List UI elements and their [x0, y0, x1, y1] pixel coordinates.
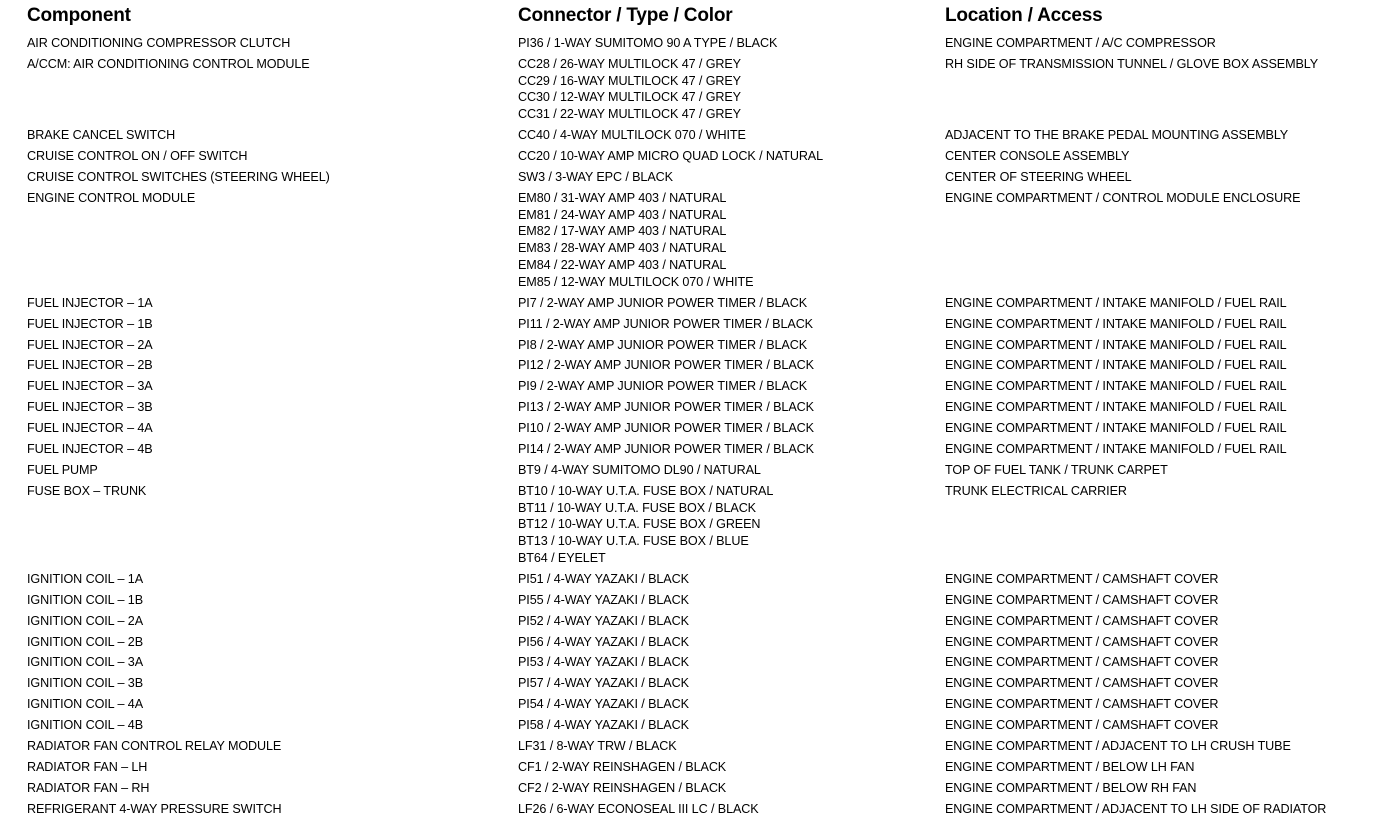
location-access: RH SIDE OF TRANSMISSION TUNNEL / GLOVE BOX ASSEMBLY	[945, 56, 1319, 71]
connector-list	[518, 56, 741, 123]
connector-list	[518, 190, 753, 291]
table-row	[0, 337, 1392, 358]
connector-entry: EM85 / 12-WAY MULTILOCK 070 / WHITE	[518, 274, 754, 289]
table-row	[0, 169, 1392, 190]
connector-list	[518, 295, 807, 312]
component-name: FUEL INJECTOR – 2B	[27, 358, 153, 373]
connector-entry: PI52 / 4-WAY YAZAKI / BLACK	[518, 613, 689, 628]
component-name: A/CCM: AIR CONDITIONING CONTROL MODULE	[27, 56, 310, 71]
table-row	[0, 399, 1392, 420]
component-name: CRUISE CONTROL ON / OFF SWITCH	[27, 149, 248, 164]
connector-entry: CC28 / 26-WAY MULTILOCK 47 / GREY	[518, 56, 741, 71]
component-name: IGNITION COIL – 2B	[27, 634, 144, 649]
table-row	[0, 759, 1392, 780]
component-name: FUEL INJECTOR – 3B	[27, 400, 153, 415]
header-component: Component	[27, 5, 131, 26]
component-name: RADIATOR FAN CONTROL RELAY MODULE	[27, 738, 282, 753]
connector-entry: CC40 / 4-WAY MULTILOCK 070 / WHITE	[518, 128, 746, 143]
connector-entry: PI9 / 2-WAY AMP JUNIOR POWER TIMER / BLACK	[518, 379, 808, 394]
connector-entry: PI51 / 4-WAY YAZAKI / BLACK	[518, 571, 689, 586]
connector-list	[518, 462, 761, 479]
header-location: Location / Access	[945, 5, 1103, 26]
component-name: IGNITION COIL – 2A	[27, 613, 144, 628]
component-name: FUEL INJECTOR – 2A	[27, 337, 153, 352]
component-name: FUEL INJECTOR – 3A	[27, 379, 153, 394]
connector-entry: BT64 / EYELET	[518, 550, 606, 565]
connector-entry: LF31 / 8-WAY TRW / BLACK	[518, 738, 677, 753]
table-row	[0, 357, 1392, 378]
table-row	[0, 483, 1392, 571]
connector-list	[518, 357, 814, 374]
component-name: AIR CONDITIONING COMPRESSOR CLUTCH	[27, 36, 291, 50]
connector-list	[518, 399, 814, 416]
connector-entry: BT11 / 10-WAY U.T.A. FUSE BOX / BLACK	[518, 500, 756, 515]
location-access: ENGINE COMPARTMENT / CAMSHAFT COVER	[945, 571, 1219, 586]
connector-list	[518, 654, 689, 671]
table-row	[0, 654, 1392, 675]
table-row	[0, 127, 1392, 148]
table-row	[0, 780, 1392, 801]
component-name: IGNITION COIL – 4B	[27, 718, 144, 733]
connector-entry: PI58 / 4-WAY YAZAKI / BLACK	[518, 718, 689, 733]
table-row	[0, 738, 1392, 759]
component-name: IGNITION COIL – 3A	[27, 655, 144, 670]
table-row	[0, 316, 1392, 337]
component-name: ENGINE CONTROL MODULE	[27, 190, 196, 205]
table-row	[0, 634, 1392, 655]
connector-entry: PI56 / 4-WAY YAZAKI / BLACK	[518, 634, 689, 649]
location-access: ENGINE COMPARTMENT / INTAKE MANIFOLD / FUEL RAIL	[945, 337, 1287, 352]
component-name: FUEL INJECTOR – 1A	[27, 295, 153, 310]
connector-list	[518, 316, 813, 333]
location-access: ENGINE COMPARTMENT / ADJACENT TO LH CRUSH TUBE	[945, 738, 1291, 753]
connector-entry: CC30 / 12-WAY MULTILOCK 47 / GREY	[518, 90, 741, 105]
connector-list	[518, 738, 677, 755]
connector-list	[518, 634, 689, 651]
connector-entry: CC20 / 10-WAY AMP MICRO QUAD LOCK / NATURAL	[518, 149, 824, 164]
location-access: ENGINE COMPARTMENT / INTAKE MANIFOLD / FUEL RAIL	[945, 316, 1287, 331]
component-name: RADIATOR FAN – RH	[27, 780, 150, 795]
connector-table	[0, 35, 1392, 822]
connector-entry: BT13 / 10-WAY U.T.A. FUSE BOX / BLUE	[518, 534, 749, 549]
table-row	[0, 696, 1392, 717]
location-access: ENGINE COMPARTMENT / ADJACENT TO LH SIDE OF RADIATOR	[945, 801, 1327, 816]
connector-list	[518, 35, 777, 52]
location-access: ENGINE COMPARTMENT / CONTROL MODULE ENCLOSURE	[945, 190, 1301, 205]
connector-list	[518, 169, 673, 186]
location-access: ENGINE COMPARTMENT / A/C COMPRESSOR	[945, 36, 1216, 50]
connector-entry: PI8 / 2-WAY AMP JUNIOR POWER TIMER / BLACK	[518, 337, 808, 352]
connector-entry: CC29 / 16-WAY MULTILOCK 47 / GREY	[518, 73, 741, 88]
connector-entry: EM81 / 24-WAY AMP 403 / NATURAL	[518, 207, 727, 222]
connector-list	[518, 780, 726, 797]
location-access: TOP OF FUEL TANK / TRUNK CARPET	[945, 462, 1168, 477]
connector-entry: PI55 / 4-WAY YAZAKI / BLACK	[518, 592, 689, 607]
header-connector: Connector / Type / Color	[518, 5, 733, 26]
location-access: ENGINE COMPARTMENT / INTAKE MANIFOLD / FUEL RAIL	[945, 421, 1287, 436]
component-name: CRUISE CONTROL SWITCHES (STEERING WHEEL)	[27, 169, 330, 184]
location-access: ENGINE COMPARTMENT / CAMSHAFT COVER	[945, 676, 1219, 691]
table-row	[0, 462, 1392, 483]
connector-list	[518, 483, 773, 567]
table-row	[0, 148, 1392, 169]
connector-entry: BT12 / 10-WAY U.T.A. FUSE BOX / GREEN	[518, 517, 761, 532]
connector-entry: PI7 / 2-WAY AMP JUNIOR POWER TIMER / BLACK	[518, 295, 808, 310]
connector-list	[518, 127, 746, 144]
table-row	[0, 592, 1392, 613]
table-row	[0, 420, 1392, 441]
table-row	[0, 801, 1392, 822]
table-row	[0, 571, 1392, 592]
connector-entry: SW3 / 3-WAY EPC / BLACK	[518, 169, 673, 184]
connector-entry: CC31 / 22-WAY MULTILOCK 47 / GREY	[518, 107, 741, 122]
location-access: ENGINE COMPARTMENT / INTAKE MANIFOLD / FUEL RAIL	[945, 400, 1287, 415]
connector-entry: PI10 / 2-WAY AMP JUNIOR POWER TIMER / BLACK	[518, 421, 814, 436]
connector-entry: EM80 / 31-WAY AMP 403 / NATURAL	[518, 190, 727, 205]
table-row	[0, 35, 1392, 56]
location-access: CENTER OF STEERING WHEEL	[945, 169, 1132, 184]
table-row	[0, 56, 1392, 127]
connector-list	[518, 148, 823, 165]
location-access: ENGINE COMPARTMENT / CAMSHAFT COVER	[945, 655, 1219, 670]
connector-entry: LF26 / 6-WAY ECONOSEAL III LC / BLACK	[518, 801, 759, 816]
connector-entry: PI36 / 1-WAY SUMITOMO 90 A TYPE / BLACK	[518, 36, 778, 50]
table-row	[0, 441, 1392, 462]
connector-entry: BT9 / 4-WAY SUMITOMO DL90 / NATURAL	[518, 462, 761, 477]
connector-list	[518, 717, 689, 734]
component-name: FUEL PUMP	[27, 462, 98, 477]
connector-entry: EM83 / 28-WAY AMP 403 / NATURAL	[518, 241, 727, 256]
location-access: ENGINE COMPARTMENT / CAMSHAFT COVER	[945, 697, 1219, 712]
connector-list	[518, 592, 689, 609]
connector-entry: CF1 / 2-WAY REINSHAGEN / BLACK	[518, 759, 727, 774]
connector-list	[518, 441, 814, 458]
location-access: ENGINE COMPARTMENT / BELOW RH FAN	[945, 780, 1197, 795]
connector-list	[518, 759, 726, 776]
table-row	[0, 190, 1392, 295]
connector-list	[518, 378, 807, 395]
table-row	[0, 613, 1392, 634]
component-name: FUSE BOX – TRUNK	[27, 483, 147, 498]
connector-list	[518, 613, 689, 630]
table-row	[0, 717, 1392, 738]
connector-list	[518, 420, 814, 437]
connector-entry: PI11 / 2-WAY AMP JUNIOR POWER TIMER / BLACK	[518, 316, 813, 331]
component-name: FUEL INJECTOR – 4A	[27, 421, 153, 436]
location-access: ENGINE COMPARTMENT / INTAKE MANIFOLD / FUEL RAIL	[945, 441, 1287, 456]
component-name: FUEL INJECTOR – 1B	[27, 316, 153, 331]
connector-list	[518, 337, 807, 354]
location-access: ENGINE COMPARTMENT / CAMSHAFT COVER	[945, 592, 1219, 607]
table-row	[0, 675, 1392, 696]
connector-entry: EM84 / 22-WAY AMP 403 / NATURAL	[518, 258, 727, 273]
location-access: CENTER CONSOLE ASSEMBLY	[945, 149, 1130, 164]
connector-entry: CF2 / 2-WAY REINSHAGEN / BLACK	[518, 780, 727, 795]
connector-list	[518, 801, 759, 818]
table-row	[0, 295, 1392, 316]
table-row	[0, 378, 1392, 399]
connector-list	[518, 571, 689, 588]
location-access: ENGINE COMPARTMENT / INTAKE MANIFOLD / FUEL RAIL	[945, 358, 1287, 373]
connector-entry: PI13 / 2-WAY AMP JUNIOR POWER TIMER / BLACK	[518, 400, 814, 415]
component-name: REFRIGERANT 4-WAY PRESSURE SWITCH	[27, 801, 282, 816]
connector-list	[518, 696, 689, 713]
connector-list	[518, 675, 689, 692]
location-access: ENGINE COMPARTMENT / BELOW LH FAN	[945, 759, 1195, 774]
connector-entry: PI53 / 4-WAY YAZAKI / BLACK	[518, 655, 689, 670]
component-name: FUEL INJECTOR – 4B	[27, 441, 153, 456]
component-name: IGNITION COIL – 1B	[27, 592, 144, 607]
component-name: IGNITION COIL – 1A	[27, 571, 144, 586]
location-access: TRUNK ELECTRICAL CARRIER	[945, 483, 1127, 498]
connector-entry: EM82 / 17-WAY AMP 403 / NATURAL	[518, 224, 727, 239]
component-name: RADIATOR FAN – LH	[27, 759, 148, 774]
connector-entry: PI57 / 4-WAY YAZAKI / BLACK	[518, 676, 689, 691]
connector-entry: PI14 / 2-WAY AMP JUNIOR POWER TIMER / BLACK	[518, 441, 814, 456]
location-access: ENGINE COMPARTMENT / CAMSHAFT COVER	[945, 613, 1219, 628]
location-access: ENGINE COMPARTMENT / CAMSHAFT COVER	[945, 634, 1219, 649]
location-access: ENGINE COMPARTMENT / CAMSHAFT COVER	[945, 718, 1219, 733]
connector-entry: PI54 / 4-WAY YAZAKI / BLACK	[518, 697, 689, 712]
location-access: ENGINE COMPARTMENT / INTAKE MANIFOLD / FUEL RAIL	[945, 295, 1287, 310]
connector-entry: BT10 / 10-WAY U.T.A. FUSE BOX / NATURAL	[518, 483, 774, 498]
location-access: ENGINE COMPARTMENT / INTAKE MANIFOLD / FUEL RAIL	[945, 379, 1287, 394]
connector-entry: PI12 / 2-WAY AMP JUNIOR POWER TIMER / BLACK	[518, 358, 814, 373]
component-name: IGNITION COIL – 4A	[27, 697, 144, 712]
component-name: BRAKE CANCEL SWITCH	[27, 128, 176, 143]
location-access: ADJACENT TO THE BRAKE PEDAL MOUNTING ASSEMBLY	[945, 128, 1289, 143]
component-name: IGNITION COIL – 3B	[27, 676, 144, 691]
